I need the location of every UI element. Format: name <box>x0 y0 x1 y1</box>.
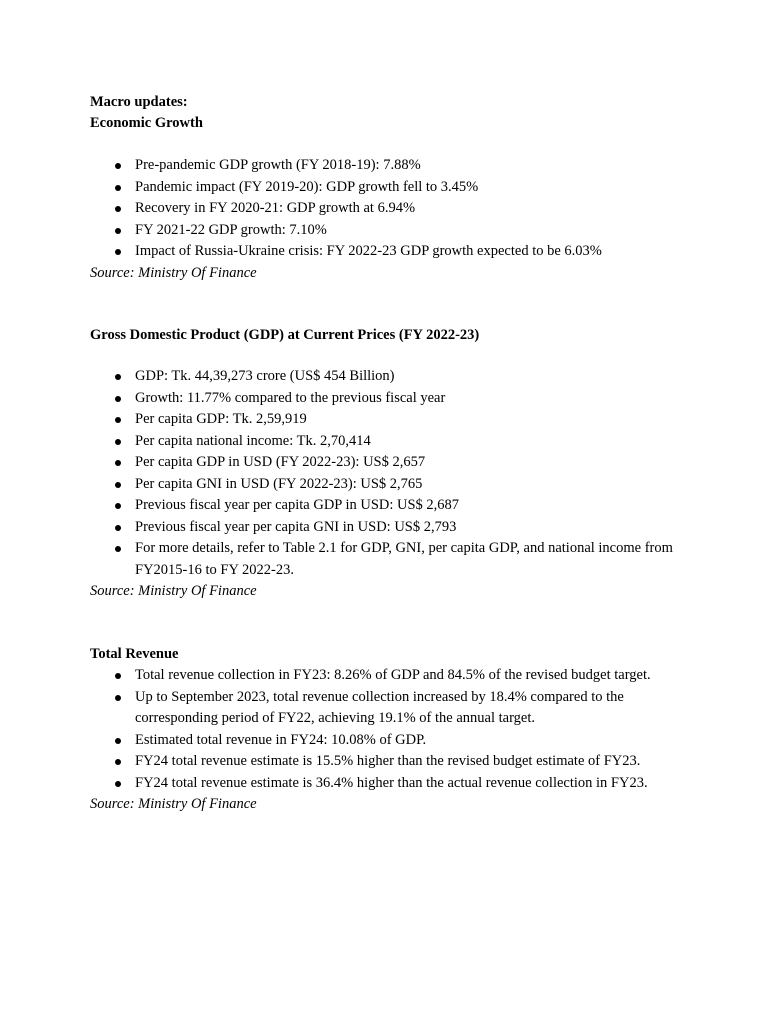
list-item-text: Up to September 2023, total revenue collection increased by 18.4% compared to the corresponding period of FY22, achieving 19.1% of the annual target. <box>135 688 624 726</box>
list-item <box>90 198 710 220</box>
bullet-icon <box>115 163 121 169</box>
list-item <box>90 431 710 453</box>
list-item <box>90 495 710 517</box>
list-item <box>90 751 710 773</box>
gdp-section <box>90 325 710 602</box>
source-note: Source: Ministry Of Finance <box>90 583 257 599</box>
list-item <box>90 665 710 687</box>
bullet-icon <box>115 759 121 765</box>
list-item-text: GDP: Tk. 44,39,273 crore (US$ 454 Billion) <box>135 368 395 384</box>
list-item-text: FY24 total revenue estimate is 36.4% higher than the actual revenue collection in FY23. <box>135 774 648 791</box>
bullet-icon <box>115 396 121 402</box>
bullet-icon <box>115 460 121 466</box>
gdp-heading: Gross Domestic Product (GDP) at Current Prices (FY 2022-23) <box>90 327 480 343</box>
bullet-icon <box>115 206 121 212</box>
bullet-icon <box>115 374 121 380</box>
list-item <box>90 155 710 177</box>
list-item-text: Per capita GNI in USD (FY 2022-23): US$ 2,765 <box>135 475 423 492</box>
list-item <box>90 730 710 752</box>
economic-growth-list <box>90 155 710 263</box>
list-item <box>90 366 710 388</box>
list-item-text: Pandemic impact (FY 2019-20): GDP growth fell to 3.45% <box>135 178 479 195</box>
macro-updates-title: Macro updates: <box>90 94 188 110</box>
gdp-list <box>90 366 710 581</box>
economic-growth-section <box>90 92 710 284</box>
list-item <box>90 177 710 199</box>
list-item <box>90 773 710 795</box>
bullet-icon <box>115 185 121 191</box>
source-note: Source: Ministry Of Finance <box>90 264 257 281</box>
source-note: Source: Ministry Of Finance <box>90 796 257 812</box>
list-item-text: Pre-pandemic GDP growth (FY 2018-19): 7.88% <box>135 157 421 173</box>
bullet-icon <box>115 546 121 552</box>
list-item-text: Recovery in FY 2020-21: GDP growth at 6.94% <box>135 200 416 216</box>
bullet-icon <box>115 695 121 701</box>
bullet-icon <box>115 417 121 423</box>
list-item-text: Impact of Russia-Ukraine crisis: FY 2022-23 GDP growth expected to be 6.03% <box>135 243 602 259</box>
list-item <box>90 538 710 581</box>
economic-growth-heading: Economic Growth <box>90 115 203 131</box>
list-item <box>90 409 710 431</box>
list-item <box>90 452 710 474</box>
bullet-icon <box>115 525 121 531</box>
bullet-icon <box>115 249 121 255</box>
list-item-text: Total revenue collection in FY23: 8.26% of GDP and 84.5% of the revised budget target. <box>135 667 651 683</box>
bullet-icon <box>115 738 121 744</box>
total-revenue-list <box>90 665 710 794</box>
list-item <box>90 220 710 242</box>
bullet-icon <box>115 439 121 445</box>
list-item-text: Per capita GDP in USD (FY 2022-23): US$ 2,657 <box>135 454 426 470</box>
list-item-text: Previous fiscal year per capita GNI in USD: US$ 2,793 <box>135 518 457 535</box>
list-item-text: Estimated total revenue in FY24: 10.08% of GDP. <box>135 731 427 748</box>
list-item-text: For more details, refer to Table 2.1 for GDP, GNI, per capita GDP, and national income from FY2015-16 to FY 2022-23. <box>135 540 673 578</box>
list-item-text: FY 2021-22 GDP growth: 7.10% <box>135 221 327 238</box>
bullet-icon <box>115 781 121 787</box>
list-item-text: FY24 total revenue estimate is 15.5% higher than the revised budget estimate of FY23. <box>135 753 641 769</box>
list-item <box>90 517 710 539</box>
list-item-text: Per capita national income: Tk. 2,70,414 <box>135 432 371 449</box>
total-revenue-section <box>90 644 710 815</box>
bullet-icon <box>115 228 121 234</box>
list-item <box>90 388 710 410</box>
list-item-text: Per capita GDP: Tk. 2,59,919 <box>135 411 307 427</box>
list-item-text: Growth: 11.77% compared to the previous fiscal year <box>135 389 446 406</box>
list-item-text: Previous fiscal year per capita GDP in USD: US$ 2,687 <box>135 497 460 513</box>
bullet-icon <box>115 503 121 509</box>
bullet-icon <box>115 482 121 488</box>
total-revenue-heading: Total Revenue <box>90 646 179 662</box>
list-item <box>90 687 710 730</box>
list-item <box>90 474 710 496</box>
bullet-icon <box>115 673 121 679</box>
list-item <box>90 241 710 263</box>
